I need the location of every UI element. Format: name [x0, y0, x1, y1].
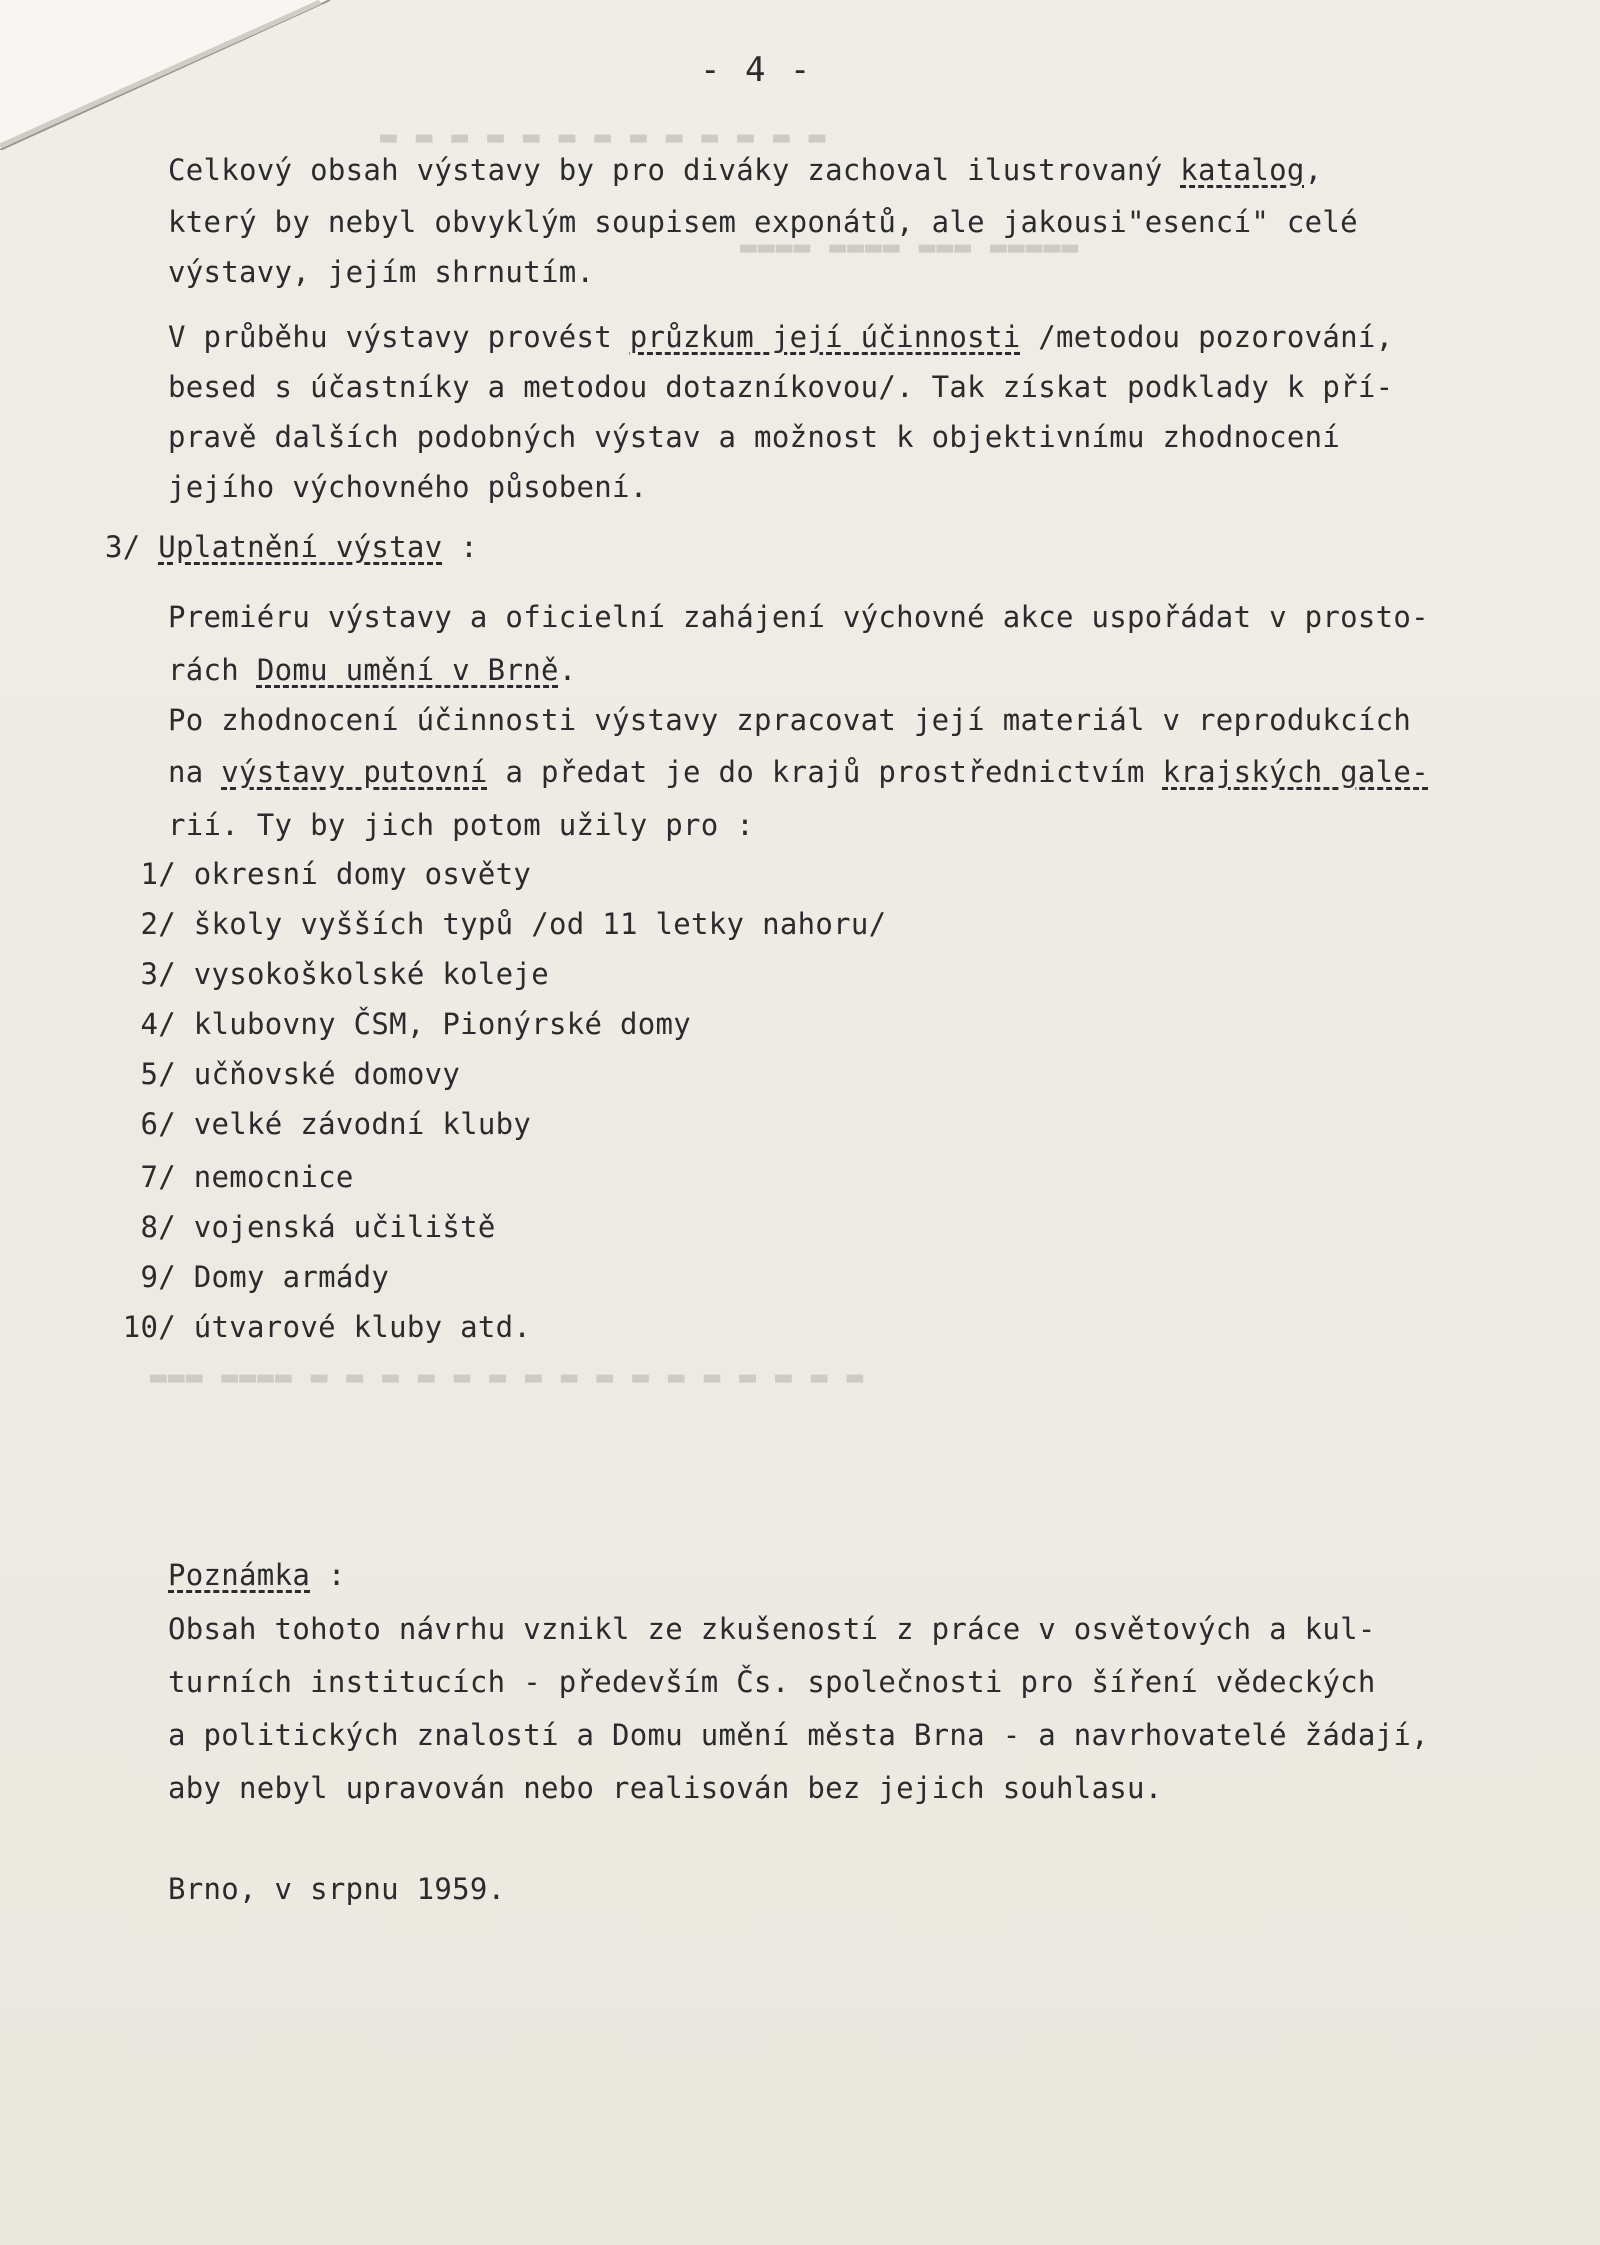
- text-line: rií. Ty by jich potom užily pro :: [168, 808, 755, 842]
- list-item: 2/ školy vyšších typů /od 11 letky nahoru/: [140, 907, 887, 941]
- text-line: Premiéru výstavy a oficielní zahájení výchovné akce uspořádat v prosto-: [168, 600, 1429, 634]
- bleed-through-decoration: ▬▬▬▬ ▬▬▬▬ ▬▬▬ ▬▬▬▬▬: [740, 230, 1080, 263]
- underlined-term: průzkum její účinnosti: [629, 320, 1021, 354]
- list-item: 4/ klubovny ČSM, Pionýrské domy: [140, 1007, 692, 1041]
- text-line: který by nebyl obvyklým soupisem exponátů, ale jakousi"esencí" celé: [168, 205, 1358, 239]
- list-item: 6/ velké závodní kluby: [140, 1107, 532, 1141]
- list-item: 1/ okresní domy osvěty: [140, 857, 532, 891]
- note-title: Poznámka: [168, 1558, 311, 1592]
- section-title: Uplatnění výstav: [158, 530, 443, 564]
- underlined-term: krajských gale-: [1162, 755, 1429, 789]
- underlined-term: výstavy putovní: [221, 755, 488, 789]
- text-line: na výstavy putovní a předat je do krajů prostřednictvím krajských gale-: [168, 755, 1429, 789]
- dateline: Brno, v srpnu 1959.: [168, 1872, 506, 1906]
- text-line: rách Domu umění v Brně.: [168, 653, 577, 687]
- text-line: Po zhodnocení účinnosti výstavy zpracovat její materiál v reprodukcích: [168, 703, 1412, 737]
- list-item: 3/ vysokoškolské koleje: [140, 957, 549, 991]
- paper-fold-shadow: [0, 0, 360, 150]
- note-heading: Poznámka :: [168, 1558, 346, 1592]
- text-line: aby nebyl upravován nebo realisován bez jejich souhlasu.: [168, 1771, 1163, 1805]
- underlined-term: katalog: [1180, 153, 1305, 187]
- list-item: 5/ učňovské domovy: [140, 1057, 461, 1091]
- list-item: 8/ vojenská učiliště: [140, 1210, 496, 1244]
- page-number: - 4 -: [700, 50, 813, 90]
- text-line: Celkový obsah výstavy by pro diváky zachoval ilustrovaný katalog,: [168, 153, 1323, 187]
- text-line: turních institucích - především Čs. společnosti pro šíření vědeckých: [168, 1665, 1376, 1699]
- section-heading: 3/ Uplatnění výstav :: [105, 530, 478, 564]
- bleed-through-decoration: ▬ ▬ ▬ ▬ ▬ ▬ ▬ ▬ ▬ ▬ ▬ ▬ ▬: [380, 120, 827, 153]
- list-item: 7/ nemocnice: [140, 1160, 354, 1194]
- text-line: Obsah tohoto návrhu vznikl ze zkušeností z práce v osvětových a kul-: [168, 1612, 1376, 1646]
- list-item: 10/ útvarové kluby atd.: [122, 1310, 532, 1344]
- text-line: a politických znalostí a Domu umění města Brna - a navrhovatelé žádají,: [168, 1718, 1429, 1752]
- text-line: jejího výchovného působení.: [168, 470, 648, 504]
- bleed-through-decoration: ▬▬▬ ▬▬▬▬ ▬ ▬ ▬ ▬ ▬ ▬ ▬ ▬ ▬ ▬ ▬ ▬ ▬ ▬ ▬ ▬: [150, 1360, 865, 1393]
- text-line: V průběhu výstavy provést průzkum její účinnosti /metodou pozorování,: [168, 320, 1394, 354]
- text-line: výstavy, jejím shrnutím.: [168, 255, 595, 289]
- text-line: besed s účastníky a metodou dotazníkovou/. Tak získat podklady k pří-: [168, 370, 1394, 404]
- underlined-term: Domu umění v Brně: [256, 653, 559, 687]
- list-item: 9/ Domy armády: [140, 1260, 390, 1294]
- text-line: pravě dalších podobných výstav a možnost k objektivnímu zhodnocení: [168, 420, 1341, 454]
